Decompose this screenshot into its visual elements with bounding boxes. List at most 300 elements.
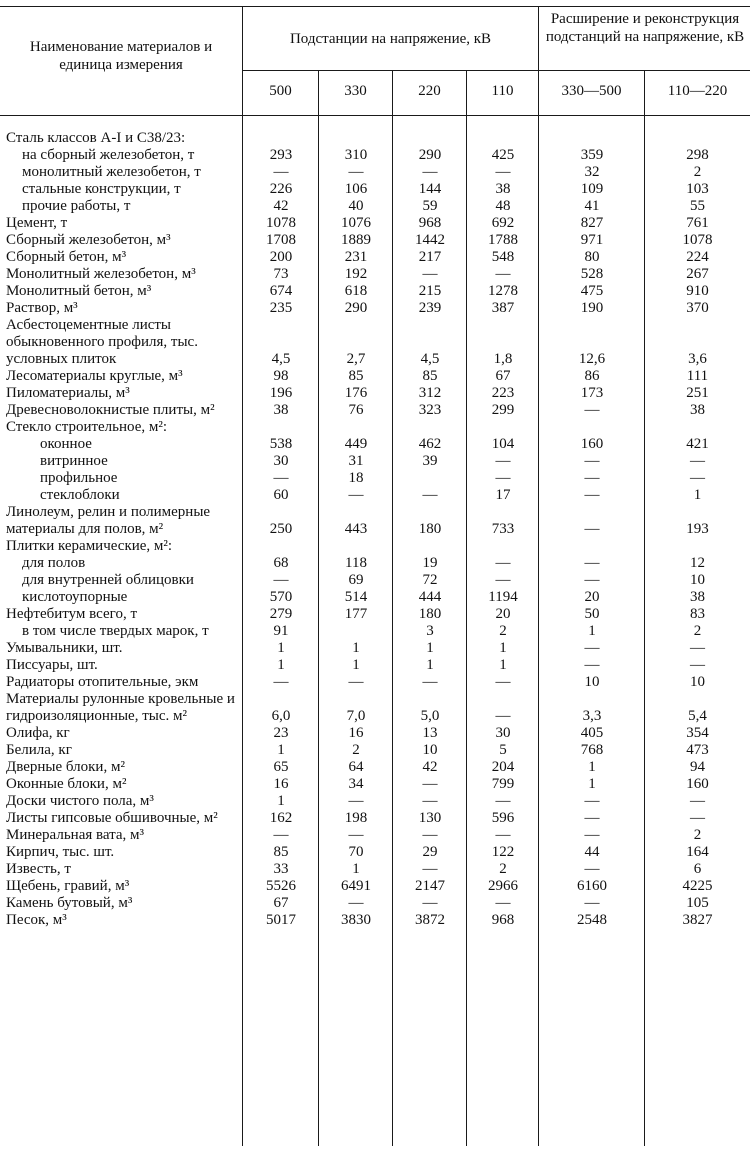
value-500: 162 xyxy=(269,810,293,826)
value-500: 67 xyxy=(273,895,289,911)
value-330: — xyxy=(348,164,364,180)
value-330: — xyxy=(348,895,364,911)
value-220: 215 xyxy=(418,283,442,299)
value-110-220: 55 xyxy=(690,198,705,214)
value-500: 1708 xyxy=(266,232,296,248)
value-110-220 xyxy=(645,130,750,147)
value-330: 40 xyxy=(348,198,364,214)
table-row xyxy=(0,385,750,402)
table-row xyxy=(0,623,750,640)
value-110-220: 105 xyxy=(686,895,709,911)
value-110: 67 xyxy=(495,368,511,384)
value-500: 1 xyxy=(277,742,285,758)
value-110: 5 xyxy=(499,742,507,758)
value-330 xyxy=(319,130,393,147)
value-330-500: — xyxy=(584,640,600,656)
table-row xyxy=(0,861,750,878)
value-330: 1 xyxy=(352,640,360,656)
value-110: — xyxy=(495,895,511,911)
value-500: 65 xyxy=(273,759,289,775)
table-row xyxy=(0,759,750,776)
materials-table xyxy=(0,130,750,929)
value-330: 34 xyxy=(348,776,364,792)
value-500: — xyxy=(273,674,289,690)
value-220 xyxy=(393,419,467,436)
table-row xyxy=(0,572,750,589)
material-name: Стекло строительное, м²: xyxy=(6,419,168,435)
header-col-500: 500 xyxy=(269,83,292,99)
table-row xyxy=(0,606,750,623)
table-row xyxy=(0,640,750,657)
material-name: Умывальники, шт. xyxy=(6,640,123,656)
material-name: Кирпич, тыс. шт. xyxy=(6,844,115,860)
material-name: Сталь классов А-I и С38/23: xyxy=(6,130,186,146)
material-name: Нефтебитум всего, т xyxy=(6,606,137,622)
material-name: Известь, т xyxy=(6,861,71,877)
value-500: 293 xyxy=(269,147,293,163)
value-330-500: 109 xyxy=(580,181,604,197)
header-col-330-500: 330—500 xyxy=(561,83,622,99)
table-top-rule xyxy=(0,6,750,7)
value-110-220: 160 xyxy=(686,776,709,792)
value-110: 1 xyxy=(499,640,507,656)
table-row xyxy=(0,232,750,249)
value-110: — xyxy=(495,470,511,486)
header-col-220: 220 xyxy=(418,83,441,99)
value-500: 30 xyxy=(273,453,289,469)
material-name: на сборный железобетон, т xyxy=(22,147,195,163)
header-expansion-group: Расширение и реконструкция подстанций на напряжение, кВ xyxy=(545,11,745,45)
value-500: 73 xyxy=(273,266,289,282)
value-330: 2 xyxy=(352,742,360,758)
value-110-220: 4225 xyxy=(682,878,713,894)
value-220: — xyxy=(422,487,438,503)
value-330-500: — xyxy=(584,827,600,843)
value-500: 98 xyxy=(273,368,289,384)
value-110: 17 xyxy=(495,487,511,503)
value-330: 16 xyxy=(348,725,364,741)
value-500: — xyxy=(273,470,289,486)
value-220: 5,0 xyxy=(420,708,440,724)
value-110-220: 2 xyxy=(693,164,702,180)
value-330-500: 190 xyxy=(580,300,604,316)
value-330-500: 405 xyxy=(580,725,604,741)
material-name: профильное xyxy=(40,470,118,486)
value-220: 4,5 xyxy=(420,351,440,367)
value-330-500: — xyxy=(584,572,600,588)
value-330-500: 173 xyxy=(580,385,604,401)
value-330-500: 971 xyxy=(580,232,604,248)
value-330: — xyxy=(348,487,364,503)
value-110-220: — xyxy=(690,793,705,809)
table-row xyxy=(0,538,750,555)
value-330-500: 32 xyxy=(584,164,600,180)
header-bottom-rule xyxy=(0,115,750,116)
table-row xyxy=(0,810,750,827)
value-220: — xyxy=(422,266,438,282)
value-330: 6491 xyxy=(341,878,371,894)
value-110-220: 38 xyxy=(690,589,705,605)
value-330: 1 xyxy=(352,861,360,877)
material-name: оконное xyxy=(40,436,92,452)
table-row xyxy=(0,130,750,147)
value-500: 16 xyxy=(273,776,289,792)
value-500 xyxy=(243,419,319,436)
value-220: 444 xyxy=(418,589,442,605)
table-row xyxy=(0,147,750,164)
value-220: 3 xyxy=(426,623,434,639)
value-220: 239 xyxy=(418,300,442,316)
value-500: 1 xyxy=(277,640,285,656)
material-name: Асбестоцементные листы обыкновенного профиля, тыс. условных плиток xyxy=(6,317,198,367)
value-110: — xyxy=(495,555,511,571)
material-name: Монолитный железобетон, м³ xyxy=(6,266,196,282)
value-110-220: 298 xyxy=(686,147,709,163)
value-330 xyxy=(319,538,393,555)
value-330: 31 xyxy=(348,453,364,469)
value-110-220: 12 xyxy=(690,555,705,571)
value-110-220: 473 xyxy=(686,742,709,758)
value-110: 30 xyxy=(495,725,511,741)
value-110-220: 354 xyxy=(686,725,709,741)
value-110-220: 83 xyxy=(690,606,705,622)
value-220: 85 xyxy=(422,368,438,384)
material-name: монолитный железобетон, т xyxy=(22,164,201,180)
value-110: 38 xyxy=(495,181,511,197)
value-330-500 xyxy=(539,419,645,436)
value-110-220: 251 xyxy=(686,385,709,401)
value-220: — xyxy=(422,793,438,809)
header-col-110: 110 xyxy=(491,83,514,99)
value-330 xyxy=(319,419,393,436)
value-220 xyxy=(393,538,467,555)
value-110-220: 103 xyxy=(686,181,709,197)
value-330-500: 160 xyxy=(580,436,604,452)
table-row xyxy=(0,300,750,317)
value-330: — xyxy=(348,827,364,843)
value-220: — xyxy=(422,895,438,911)
table-row xyxy=(0,793,750,810)
table-row xyxy=(0,453,750,470)
value-110-220: 267 xyxy=(686,266,709,282)
value-220: 3872 xyxy=(415,912,445,928)
value-110-220: 370 xyxy=(686,300,709,316)
value-110-220: — xyxy=(690,640,705,656)
value-220: 1 xyxy=(426,640,434,656)
value-220: 144 xyxy=(418,181,442,197)
table-row xyxy=(0,657,750,674)
value-110-220: 3,6 xyxy=(688,351,707,367)
value-110: — xyxy=(495,453,511,469)
value-330: 192 xyxy=(344,266,368,282)
material-name: витринное xyxy=(40,453,108,469)
value-330: 443 xyxy=(344,521,368,537)
value-110: 104 xyxy=(491,436,515,452)
value-110-220: — xyxy=(690,453,705,469)
value-330: 118 xyxy=(345,555,367,571)
value-220 xyxy=(393,130,467,147)
value-500: 250 xyxy=(269,521,293,537)
value-220: 180 xyxy=(418,606,442,622)
value-330: 85 xyxy=(348,368,364,384)
value-110-220: 10 xyxy=(690,572,705,588)
header-col-110-220: 110—220 xyxy=(667,83,728,99)
table-row xyxy=(0,827,750,844)
value-330: 18 xyxy=(348,470,364,486)
value-220: 968 xyxy=(418,215,442,231)
value-330-500: 44 xyxy=(584,844,600,860)
value-330-500: 12,6 xyxy=(578,351,606,367)
value-110: 1278 xyxy=(488,283,518,299)
value-110: 425 xyxy=(491,147,515,163)
value-500: 23 xyxy=(273,725,289,741)
value-500: 538 xyxy=(269,436,293,452)
table-row xyxy=(0,368,750,385)
value-110: 596 xyxy=(491,810,515,826)
value-330: 198 xyxy=(344,810,368,826)
value-500: 196 xyxy=(269,385,293,401)
value-330: 70 xyxy=(348,844,364,860)
value-110: — xyxy=(495,164,511,180)
value-110-220: 2 xyxy=(693,827,702,843)
value-110: 1194 xyxy=(488,589,518,605)
value-500: 1078 xyxy=(266,215,296,231)
value-220: 2147 xyxy=(415,878,445,894)
value-500: 1 xyxy=(277,793,285,809)
value-220: 19 xyxy=(422,555,438,571)
value-110-220: 910 xyxy=(686,283,709,299)
value-500: — xyxy=(273,572,289,588)
value-110: 2966 xyxy=(488,878,518,894)
value-330: — xyxy=(348,793,364,809)
value-110: — xyxy=(495,674,511,690)
value-220: 13 xyxy=(422,725,438,741)
table-row xyxy=(0,555,750,572)
value-110-220: 3827 xyxy=(682,912,713,928)
value-110-220: 2 xyxy=(693,623,702,639)
value-110-220: 761 xyxy=(686,215,709,231)
table-row xyxy=(0,878,750,895)
material-name: Цемент, т xyxy=(6,215,68,231)
value-220: 217 xyxy=(418,249,442,265)
value-220: 312 xyxy=(418,385,442,401)
value-330-500: 768 xyxy=(580,742,604,758)
value-110-220: 1078 xyxy=(682,232,713,248)
table-row xyxy=(0,504,750,538)
material-name: Материалы рулонные кровельные и гидроизоляционные, тыс. м² xyxy=(6,691,235,724)
value-500: 33 xyxy=(273,861,289,877)
value-220: — xyxy=(422,827,438,843)
value-110 xyxy=(467,538,539,555)
table-row xyxy=(0,742,750,759)
value-500: 38 xyxy=(273,402,289,418)
value-220: 1442 xyxy=(415,232,445,248)
material-name: стальные конструкции, т xyxy=(22,181,181,197)
value-500: 6,0 xyxy=(271,708,291,724)
table-row xyxy=(0,436,750,453)
value-500: 200 xyxy=(269,249,293,265)
material-name: Белила, кг xyxy=(6,742,72,758)
value-500: 91 xyxy=(273,623,289,639)
value-110-220: 164 xyxy=(686,844,709,860)
value-330-500: 528 xyxy=(580,266,604,282)
material-name: Минеральная вата, м³ xyxy=(6,827,145,843)
value-110: — xyxy=(495,793,511,809)
header-name-column: Наименование материалов и единица измерения xyxy=(29,39,213,73)
value-220 xyxy=(393,470,467,487)
value-110-220: 1 xyxy=(693,487,702,503)
table-row xyxy=(0,283,750,300)
value-110: — xyxy=(495,708,511,724)
table-row xyxy=(0,470,750,487)
value-500: 570 xyxy=(269,589,293,605)
material-name: стеклоблоки xyxy=(40,487,120,503)
value-330-500: — xyxy=(584,487,600,503)
material-name: Радиаторы отопительные, экм xyxy=(6,674,199,690)
value-110-220: 38 xyxy=(690,402,705,418)
value-110: 48 xyxy=(495,198,511,214)
value-330-500 xyxy=(539,538,645,555)
material-name: Лесоматериалы круглые, м³ xyxy=(6,368,183,384)
material-name: для внутренней облицовки xyxy=(22,572,194,588)
value-110-220: 111 xyxy=(686,368,709,384)
value-330: 1889 xyxy=(341,232,371,248)
value-220: 42 xyxy=(422,759,438,775)
value-330-500: — xyxy=(584,521,600,537)
table-row xyxy=(0,691,750,725)
material-name: Раствор, м³ xyxy=(6,300,78,316)
material-name: Дверные блоки, м² xyxy=(6,759,125,775)
material-name: Оконные блоки, м² xyxy=(6,776,127,792)
value-500: 674 xyxy=(269,283,293,299)
value-330-500: — xyxy=(584,470,600,486)
value-330: 69 xyxy=(348,572,364,588)
material-name: Монолитный бетон, м³ xyxy=(6,283,152,299)
value-110-220 xyxy=(645,419,750,436)
material-name: Доски чистого пола, м³ xyxy=(6,793,154,809)
value-500: — xyxy=(273,827,289,843)
value-500: 60 xyxy=(273,487,289,503)
value-110: 223 xyxy=(491,385,515,401)
value-500: 226 xyxy=(269,181,293,197)
value-330-500: 1 xyxy=(588,623,596,639)
header-col-330: 330 xyxy=(344,83,367,99)
value-330: 177 xyxy=(344,606,368,622)
table-row xyxy=(0,249,750,266)
table-row xyxy=(0,589,750,606)
value-110: 299 xyxy=(491,402,515,418)
value-500: 68 xyxy=(273,555,289,571)
material-name: Писсуары, шт. xyxy=(6,657,98,673)
value-220: 1 xyxy=(426,657,434,673)
value-330 xyxy=(319,623,393,640)
value-110: 799 xyxy=(491,776,515,792)
header-mid-rule xyxy=(243,70,750,71)
value-330-500: 359 xyxy=(580,147,604,163)
value-110-220: 193 xyxy=(686,521,709,537)
table-row xyxy=(0,419,750,436)
value-110 xyxy=(467,130,539,147)
value-330: 514 xyxy=(344,589,368,605)
value-500: 85 xyxy=(273,844,289,860)
table-row xyxy=(0,776,750,793)
table-row xyxy=(0,402,750,419)
material-name: Сборный бетон, м³ xyxy=(6,249,127,265)
value-330: 76 xyxy=(348,402,364,418)
value-110: — xyxy=(495,572,511,588)
value-220: 59 xyxy=(422,198,438,214)
value-500: 42 xyxy=(273,198,289,214)
value-330-500: 41 xyxy=(584,198,600,214)
table-row xyxy=(0,198,750,215)
value-110: 1 xyxy=(499,657,507,673)
material-name: Олифа, кг xyxy=(6,725,70,741)
value-220: 290 xyxy=(418,147,442,163)
table-row xyxy=(0,912,750,929)
value-330: 231 xyxy=(344,249,368,265)
value-220: 72 xyxy=(422,572,438,588)
material-name: кислотоупорные xyxy=(22,589,128,605)
table-row xyxy=(0,844,750,861)
value-220: 462 xyxy=(418,436,442,452)
value-330: — xyxy=(348,674,364,690)
value-330-500 xyxy=(539,130,645,147)
value-330-500: — xyxy=(584,657,600,673)
value-110: 548 xyxy=(491,249,515,265)
value-330: 64 xyxy=(348,759,364,775)
value-110: — xyxy=(495,266,511,282)
material-name: Древесноволокнистые плиты, м² xyxy=(6,402,215,418)
value-110: 733 xyxy=(491,521,515,537)
material-name: в том числе твердых марок, т xyxy=(22,623,209,639)
value-500 xyxy=(243,130,319,147)
value-330-500: 827 xyxy=(580,215,604,231)
value-330-500: 20 xyxy=(584,589,600,605)
table-row xyxy=(0,487,750,504)
value-330-500: 10 xyxy=(584,674,600,690)
value-220: — xyxy=(422,776,438,792)
table-row xyxy=(0,215,750,232)
material-name: Щебень, гравий, м³ xyxy=(6,878,130,894)
value-500: 279 xyxy=(269,606,293,622)
material-name: Пиломатериалы, м³ xyxy=(6,385,130,401)
material-name: прочие работы, т xyxy=(22,198,131,214)
value-330-500: 475 xyxy=(580,283,604,299)
value-110-220: — xyxy=(690,657,705,673)
value-330: 106 xyxy=(344,181,368,197)
value-330-500: — xyxy=(584,895,600,911)
header-substations-group: Подстанции на напряжение, кВ xyxy=(289,31,492,47)
value-330-500: 80 xyxy=(584,249,600,265)
value-330-500: 3,3 xyxy=(582,708,602,724)
value-330: 7,0 xyxy=(346,708,366,724)
material-name: Линолеум, релин и полимерные материалы для полов, м² xyxy=(6,504,211,537)
value-110: 2 xyxy=(499,861,507,877)
value-330: 2,7 xyxy=(346,351,366,367)
material-name: Плитки керамические, м²: xyxy=(6,538,173,554)
value-330-500: 50 xyxy=(584,606,600,622)
table-row xyxy=(0,164,750,181)
material-name: Песок, м³ xyxy=(6,912,67,928)
material-name: Листы гипсовые обшивочные, м² xyxy=(6,810,218,826)
value-110-220: 6 xyxy=(693,861,702,877)
value-110: 387 xyxy=(491,300,515,316)
value-110-220: — xyxy=(690,470,705,486)
value-110-220: 10 xyxy=(690,674,705,690)
value-330-500: — xyxy=(584,402,600,418)
value-110-220: 224 xyxy=(686,249,709,265)
value-220: — xyxy=(422,164,438,180)
